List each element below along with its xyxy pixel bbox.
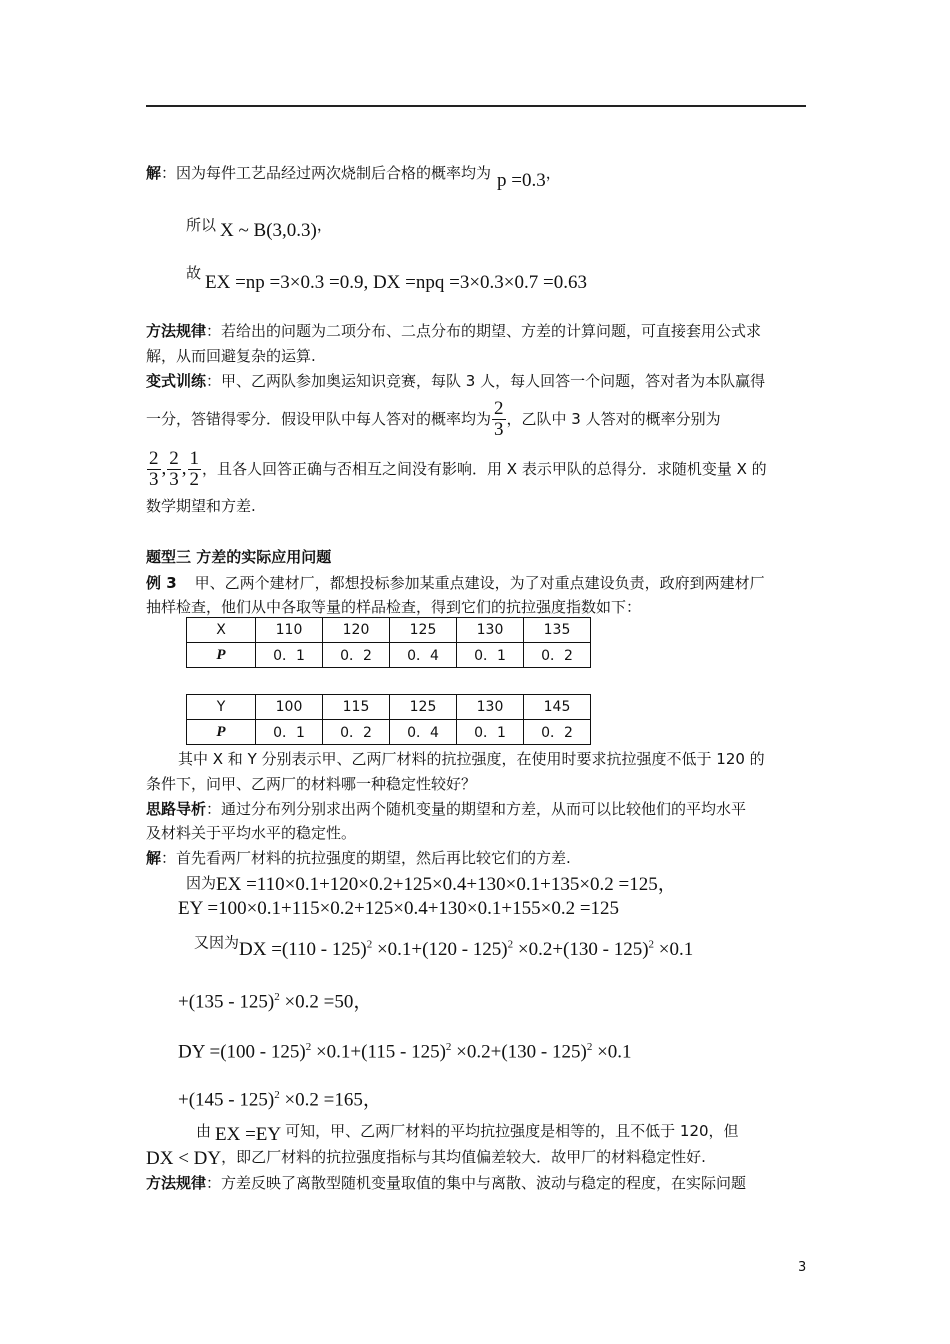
table-cell: 0．2	[524, 643, 591, 668]
method2-line1	[146, 1172, 746, 1194]
p-value: p =0.3	[497, 170, 546, 191]
fraction-3: $\frac{1}{2}$	[189, 448, 199, 490]
dx-line1	[194, 926, 694, 961]
conclusion-text-a: 由	[196, 1122, 212, 1140]
thinking-text: ：通过分布列分别求出两个随机变量的期望和方差，从而可以比较他们的平均水平	[206, 800, 747, 818]
fraction-1: $\frac{2}{3}$	[149, 448, 159, 490]
table-cell: 110	[256, 618, 323, 643]
example3-line2: 抽样检查，他们从中各取等量的样品检查，得到它们的抗拉强度指数如下：	[146, 598, 642, 616]
exercise-line2	[146, 394, 721, 444]
section-title: 题型三 方差的实际应用问题	[146, 548, 332, 566]
exercise-text-2b: ，乙队中 3 人答对的概率分别为	[506, 410, 721, 428]
example3-text: 甲、乙两个建材厂，都想投标参加某重点建设，为了对重点建设负责，政府到两建材厂	[194, 574, 765, 592]
x-distribution-table	[186, 617, 591, 668]
example3-line1	[146, 572, 765, 594]
table-cell: 0．4	[390, 720, 457, 745]
dx-equation-2: +(135 - 125)$^2$ ×0.2 =50，	[178, 991, 373, 1013]
method2-text: ：方差反映了离散型随机变量取值的集中与离散、波动与稳定的程度，在实际问题	[206, 1174, 747, 1192]
conclusion-text-c: ，即乙厂材料的抗拉强度指标与其均值偏差较大．故甲厂的材料稳定性好.	[221, 1148, 706, 1166]
example-label: 例 3	[146, 574, 177, 592]
table-cell: Y	[187, 695, 256, 720]
table-cell: 0．1	[457, 643, 524, 668]
exercise-line1	[146, 370, 765, 392]
so-line	[186, 214, 332, 241]
table-cell: 0．1	[457, 720, 524, 745]
table-cell: P	[187, 643, 256, 668]
table-cell: 100	[256, 695, 323, 720]
table-row	[187, 720, 591, 745]
method1-text: ：若给出的问题为二项分布、二点分布的期望、方差的计算问题，可直接套用公式求	[206, 322, 762, 340]
conclusion-line1	[196, 1120, 739, 1145]
because-text: 因为	[186, 874, 217, 892]
solution2-intro	[146, 847, 571, 869]
thinking-line1	[146, 798, 746, 820]
therefore-text: 故	[186, 264, 202, 282]
conclusion-text-b: 可知，甲、乙两厂材料的平均抗拉强度是相等的，且不低于 120，但	[285, 1122, 739, 1140]
dx-less-dy: DX < DY	[146, 1148, 222, 1169]
dx-equation-1: DX =(110 - 125)$^2$ ×0.1+(120 - 125)$^2$ ×0.2+(130 - 125)$^2$ ×0.1	[239, 939, 694, 961]
comma: ，	[545, 164, 561, 182]
conclusion-line2	[146, 1146, 706, 1168]
solution2-text: ：首先看两厂材料的抗拉强度的期望，然后再比较它们的方差.	[161, 849, 571, 867]
exercise-line4: 数学期望和方差.	[146, 497, 256, 515]
table-cell: 130	[457, 618, 524, 643]
table-cell: 120	[323, 618, 390, 643]
binomial-dist: X ~ B(3,0.3)	[220, 220, 317, 241]
exercise-label: 变式训练	[146, 372, 207, 390]
expectation-variance-result: EX =np =3×0.3 =0.9, DX =npq =3×0.3×0.7 =0.63	[205, 272, 587, 293]
method1-line2: 解，从而回避复杂的运算.	[146, 347, 316, 365]
method-label: 方法规律	[146, 322, 207, 340]
example3-line4: 条件下，问甲、乙两厂的材料哪一种稳定性较好？	[146, 775, 477, 793]
exercise-text: ：甲、乙两队参加奥运知识竞赛，每队 3 人，每人回答一个问题，答对者为本队赢得	[206, 372, 766, 390]
example3-line3: 其中 X 和 Y 分别表示甲、乙两厂材料的抗拉强度，在使用时要求抗拉强度不低于 120 的	[178, 750, 765, 768]
ey-equation: EY =100×0.1+115×0.2+125×0.4+130×0.1+155×0.2 =125	[178, 898, 620, 919]
header-rule	[146, 105, 806, 107]
exercise-line3: $\frac{2}{3}$ , $\frac{2}{3}$ , $\frac{1}{2}$ ，且各人回答正确与否相互之间没有影响．用 X 表示甲队的总得分．求随机变量 X 的	[149, 448, 767, 490]
thinking-label: 思路导析	[146, 800, 207, 818]
table-cell: 135	[524, 618, 591, 643]
method-label: 方法规律	[146, 1174, 207, 1192]
table-row	[187, 618, 591, 643]
table-cell: 145	[524, 695, 591, 720]
table-cell: 0．4	[390, 643, 457, 668]
dy-equation-2: +(145 - 125)$^2$ ×0.2 =165，	[178, 1089, 382, 1111]
solution1-line	[146, 162, 561, 191]
table-cell: 0．2	[323, 720, 390, 745]
ex-equation: EX =110×0.1+120×0.2+125×0.4+130×0.1+135×0.2 =125，	[216, 874, 677, 895]
table-cell: 125	[390, 618, 457, 643]
solution-label: 解	[146, 849, 162, 867]
table-cell: 130	[457, 695, 524, 720]
table-cell: 0．2	[524, 720, 591, 745]
therefore-line	[186, 262, 587, 293]
so-text: 所以	[186, 216, 217, 234]
comma: ，	[316, 216, 332, 234]
ex-line	[186, 872, 677, 894]
solution-label: 解	[146, 164, 162, 182]
fraction-two-thirds: $\frac{2}{3}$	[494, 398, 504, 440]
table-cell: 125	[390, 695, 457, 720]
table-row	[187, 643, 591, 668]
thinking-line2: 及材料关于平均水平的稳定性。	[146, 824, 357, 842]
dy-equation-1: DY =(100 - 125)$^2$ ×0.1+(115 - 125)$^2$ ×0.2+(130 - 125)$^2$ ×0.1	[178, 1041, 632, 1063]
exercise-text-3: ，且各人回答正确与否相互之间没有影响．用 X 表示甲队的总得分．求随机变量 X 的	[202, 460, 767, 478]
ex-equals-ey: EX =EY	[215, 1124, 282, 1145]
table-cell: 115	[323, 695, 390, 720]
exercise-text-2a: 一分，答错得零分．假设甲队中每人答对的概率均为	[146, 410, 492, 428]
table-cell: 0．1	[256, 643, 323, 668]
table-cell: X	[187, 618, 256, 643]
method1-line1	[146, 320, 761, 342]
table-cell: 0．1	[256, 720, 323, 745]
also-because-text: 又因为	[194, 933, 240, 952]
y-distribution-table	[186, 694, 591, 745]
solution1-text: ：因为每件工艺品经过两次烧制后合格的概率均为	[161, 164, 492, 182]
fraction-2: $\frac{2}{3}$	[169, 448, 179, 490]
table-row	[187, 695, 591, 720]
table-cell: P	[187, 720, 256, 745]
page-number: 3	[798, 1260, 807, 1275]
table-cell: 0．2	[323, 643, 390, 668]
